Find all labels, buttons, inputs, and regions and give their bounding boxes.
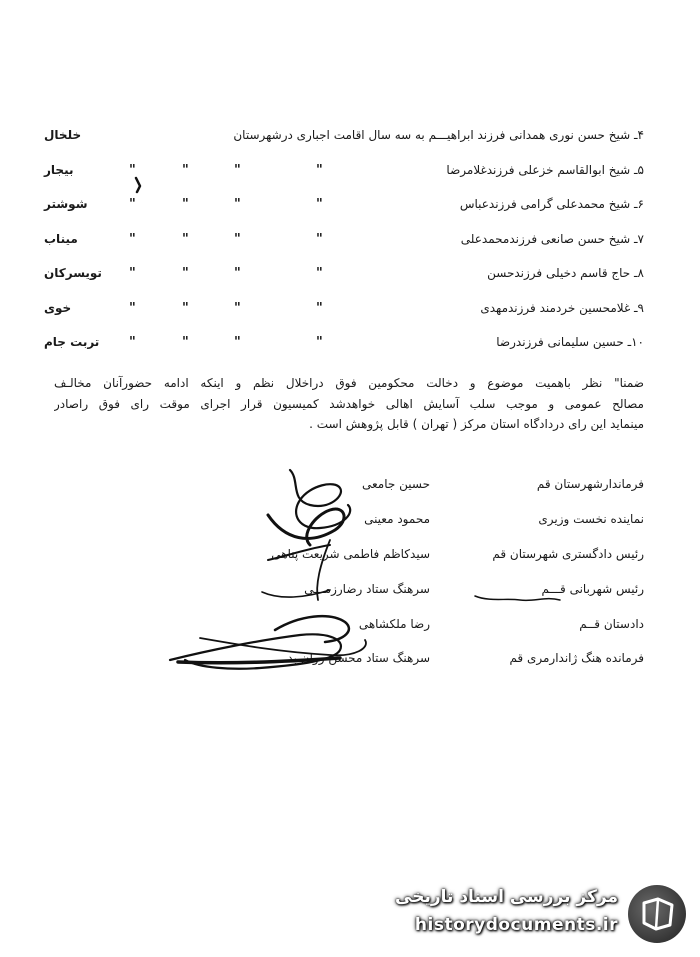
entry-place: شوشتر	[44, 197, 88, 211]
signatory-title: دادستان قــم	[579, 617, 644, 631]
ditto-mark: "	[129, 197, 136, 212]
ditto-mark: "	[182, 266, 189, 281]
signatory-name: سرهنگ ستاد رضارزمـــی	[304, 582, 430, 596]
entry-place: تویسرکان	[44, 266, 102, 280]
sentence-list	[44, 122, 644, 364]
paragraph-line: مینماید این رای دردادگاه استان مرکز ( تهران ) قابل پژوهش است .	[309, 417, 644, 431]
ditto-mark: "	[234, 335, 241, 350]
book-icon	[628, 885, 686, 943]
ditto-mark: "	[129, 266, 136, 281]
ditto-mark: "	[129, 335, 136, 350]
paragraph-line: مصالح عمومی و موجب سلب آسایش اهالی خواهدشد کمیسیون قرار اجرای موقت رای فوق راصادر	[54, 396, 644, 411]
list-item	[44, 191, 644, 226]
ditto-mark: "	[234, 162, 241, 178]
ditto-mark: "	[234, 231, 241, 247]
ditto-mark: "	[182, 335, 189, 350]
signatory-name: سرهنگ ستاد محسن روان بد	[287, 651, 430, 665]
entry-place: خلخال	[44, 128, 82, 142]
signatory-title: فرماندارشهرستان قم	[536, 477, 644, 491]
entry-name: ۷ـ شیخ حسن صانعی فرزندمحمدعلی	[460, 231, 644, 246]
entry-name: ۵ـ شیخ ابوالقاسم خزعلی فرزندغلامرضا	[446, 162, 644, 177]
signature	[268, 509, 344, 545]
watermark-url: historydocuments.ir	[414, 915, 618, 935]
verdict-paragraph	[54, 373, 644, 435]
signature	[475, 596, 560, 600]
entry-name: ۶ـ شیخ محمدعلی گرامی فرزندعباس	[459, 197, 644, 211]
entry-place: خوی	[44, 300, 72, 315]
signatory-title: فرمانده هنگ ژاندارمری قم	[509, 651, 644, 665]
ditto-mark: "	[182, 162, 189, 178]
list-item	[44, 157, 644, 192]
signatory-name: رضا ملکشاهی	[358, 617, 430, 631]
ditto-mark: "	[316, 231, 323, 247]
list-item	[44, 226, 644, 261]
list-item	[44, 295, 644, 330]
signature	[275, 616, 349, 642]
ditto-mark: "	[316, 197, 323, 212]
signature	[290, 470, 350, 528]
list-item	[44, 122, 644, 157]
ditto-mark: "	[234, 300, 241, 316]
ditto-mark: "	[129, 300, 136, 316]
ditto-mark: "	[234, 266, 241, 281]
archive-logo-icon	[628, 885, 686, 943]
ditto-mark: "	[316, 266, 323, 281]
ditto-mark: "	[182, 300, 189, 316]
ditto-mark: "	[316, 335, 323, 350]
paragraph-line: ضمنا" نظر باهمیت موضوع و دخالت محکومین فوق دراخلال نظم و اینکه ادامه حضورآنان مخالـف	[54, 376, 644, 390]
signatory-title: رئیس دادگستری شهرستان قم	[492, 547, 644, 561]
archive-watermark	[366, 885, 686, 945]
list-item	[44, 329, 644, 364]
list-item	[44, 260, 644, 295]
signatory-name: سیدکاظم فاطمی شریعت پناهی	[271, 547, 430, 561]
signatory-name: محمود معینی	[364, 512, 430, 526]
entry-place: میناب	[44, 231, 78, 246]
ditto-mark: "	[234, 197, 241, 212]
ditto-mark: "	[316, 300, 323, 316]
ditto-mark: "	[182, 197, 189, 212]
entry-name: ۸ـ حاج قاسم دخیلی فرزندحسن	[487, 266, 644, 280]
signatory-name: حسین جامعی	[362, 477, 430, 491]
signatory-title: نماینده نخست وزیری	[538, 512, 644, 526]
entry-name: ۱۰ـ حسین سلیمانی فرزندرضا	[496, 335, 644, 349]
ditto-mark: "	[129, 162, 136, 178]
ditto-mark: "	[182, 231, 189, 247]
ditto-mark: "	[129, 231, 136, 247]
entry-place: تربت جام	[44, 335, 100, 349]
entry-name: ۴ـ شیخ حسن نوری همدانی فرزند ابراهیـــم به سه سال اقامت اجباری درشهرستان	[233, 128, 644, 142]
entry-place: بیجار	[44, 162, 74, 177]
watermark-title: مرکز بررسی اسناد تاریخی	[395, 887, 618, 907]
entry-name: ۹ـ غلامحسین خردمند فرزندمهدی	[480, 300, 644, 315]
signatory-title: رئیس شهربانی قـــم	[541, 582, 644, 596]
ditto-mark: "	[316, 162, 323, 178]
